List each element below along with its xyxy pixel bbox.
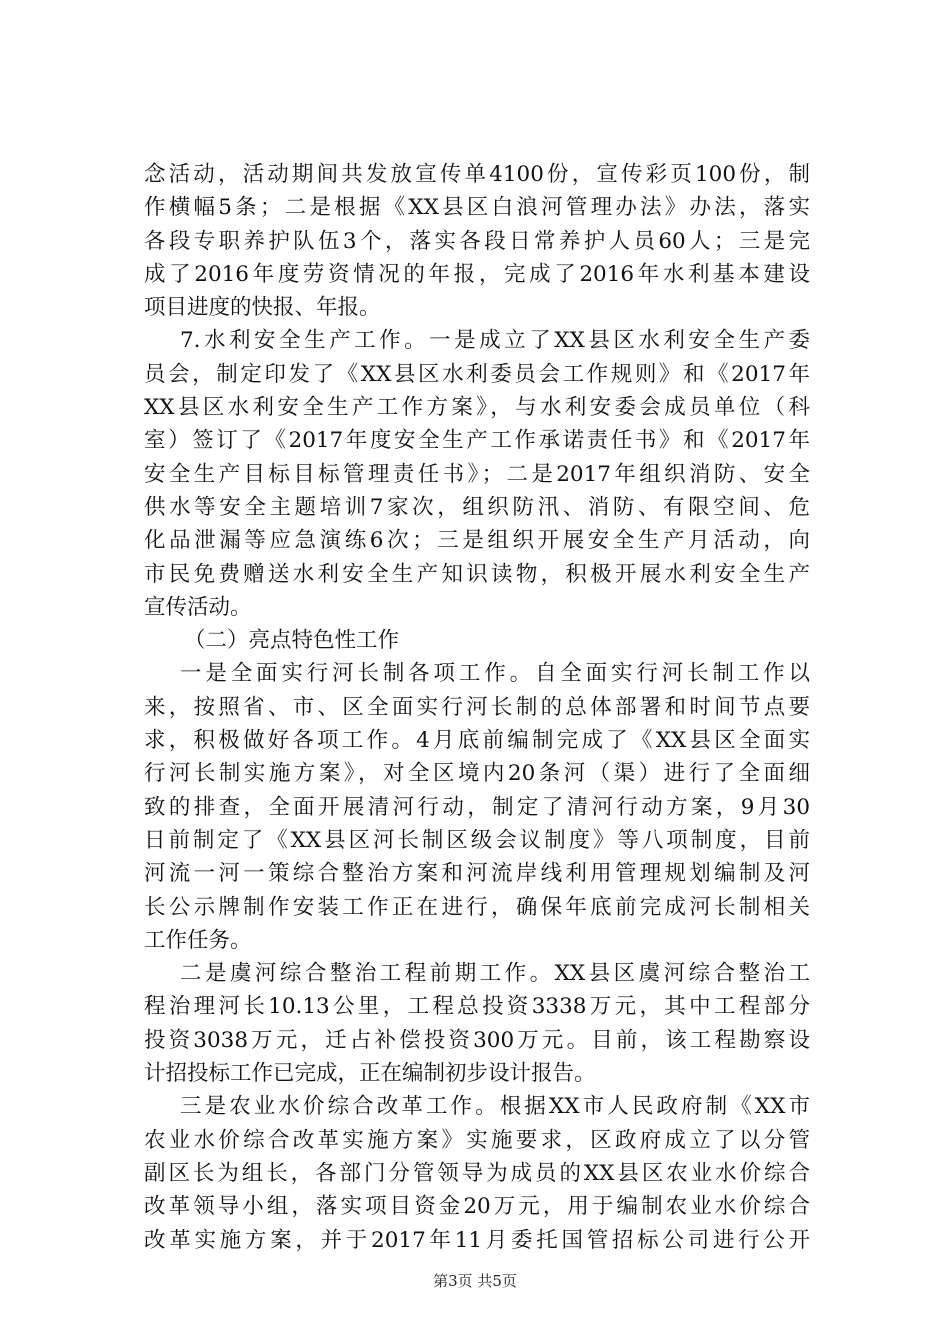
body-line: 员会，制定印发了《XX县区水利委员会工作规则》和《2017年 bbox=[144, 361, 810, 387]
body-line: 市民免费赠送水利安全生产知识读物，积极开展水利安全生产 bbox=[144, 561, 810, 587]
body-line: 一是全面实行河长制各项工作。自全面实行河长制工作以 bbox=[180, 661, 810, 687]
body-line: 致的排查，全面开展清河行动，制定了清河行动方案，9月30 bbox=[144, 794, 810, 820]
body-line: 工作任务。 bbox=[144, 927, 252, 953]
body-line: 改革领导小组，落实项目资金20万元，用于编制农业水价综合 bbox=[144, 1194, 810, 1220]
body-line: 副区长为组长，各部门分管领导为成员的XX县区农业水价综合 bbox=[144, 1160, 810, 1186]
body-line: 三是农业水价综合改革工作。根据XX市人民政府制《XX市 bbox=[180, 1094, 810, 1120]
body-line: 室）签订了《2017年度安全生产工作承诺责任书》和《2017年 bbox=[144, 428, 810, 454]
body-line: 化品泄漏等应急演练6次；三是组织开展安全生产月活动，向 bbox=[144, 528, 810, 554]
section-heading: （二）亮点特色性工作 bbox=[184, 628, 400, 654]
body-line: 宣传活动。 bbox=[144, 594, 252, 620]
body-line: 改革实施方案，并于2017年11月委托国管招标公司进行公开 bbox=[144, 1227, 810, 1253]
body-line: 日前制定了《XX县区河长制区级会议制度》等八项制度，目前 bbox=[144, 827, 810, 853]
body-line: 程治理河长10.13公里，工程总投资3338万元，其中工程部分 bbox=[144, 994, 810, 1020]
body-line: 7.水利安全生产工作。一是成立了XX县区水利安全生产委 bbox=[180, 328, 810, 354]
body-line: 念活动，活动期间共发放宣传单4100份，宣传彩页100份，制 bbox=[144, 162, 810, 187]
body-line: 计招投标工作已完成，正在编制初步设计报告。 bbox=[144, 1061, 596, 1087]
body-line: 行河长制实施方案》，对全区境内20条河（渠）进行了全面细 bbox=[144, 761, 810, 787]
body-line: 农业水价综合改革实施方案》实施要求，区政府成立了以分管 bbox=[144, 1127, 810, 1153]
body-line: 安全生产目标目标管理责任书》；二是2017年组织消防、安全 bbox=[144, 461, 810, 487]
body-line: 各段专职养护队伍3个，落实各段日常养护人员60人；三是完 bbox=[144, 228, 810, 254]
body-line: 来，按照省、市、区全面实行河长制的总体部署和时间节点要 bbox=[144, 694, 810, 720]
body-line: 项目进度的快报、年报。 bbox=[144, 295, 381, 321]
body-line: 长公示牌制作安装工作正在进行，确保年底前完成河长制相关 bbox=[144, 894, 810, 920]
body-line: 河流一河一策综合整治方案和河流岸线利用管理规划编制及河 bbox=[144, 861, 810, 887]
body-line: 作横幅5条；二是根据《XX县区白浪河管理办法》办法，落实 bbox=[144, 195, 810, 221]
body-line: 供水等安全主题培训7家次，组织防汛、消防、有限空间、危 bbox=[144, 494, 810, 520]
body-line: 二是虞河综合整治工程前期工作。XX县区虞河综合整治工 bbox=[180, 961, 810, 987]
document-body bbox=[144, 158, 810, 1257]
page-footer: 第3页 共5页 bbox=[433, 1272, 517, 1290]
body-line: 成了2016年度劳资情况的年报，完成了2016年水利基本建设 bbox=[144, 261, 810, 287]
body-line: 投资3038万元，迁占补偿投资300万元。目前，该工程勘察设 bbox=[144, 1027, 810, 1053]
body-line: XX县区水利安全生产工作方案》，与水利安委会成员单位（科 bbox=[144, 395, 810, 421]
body-line: 求，积极做好各项工作。4月底前编制完成了《XX县区全面实 bbox=[144, 728, 810, 754]
